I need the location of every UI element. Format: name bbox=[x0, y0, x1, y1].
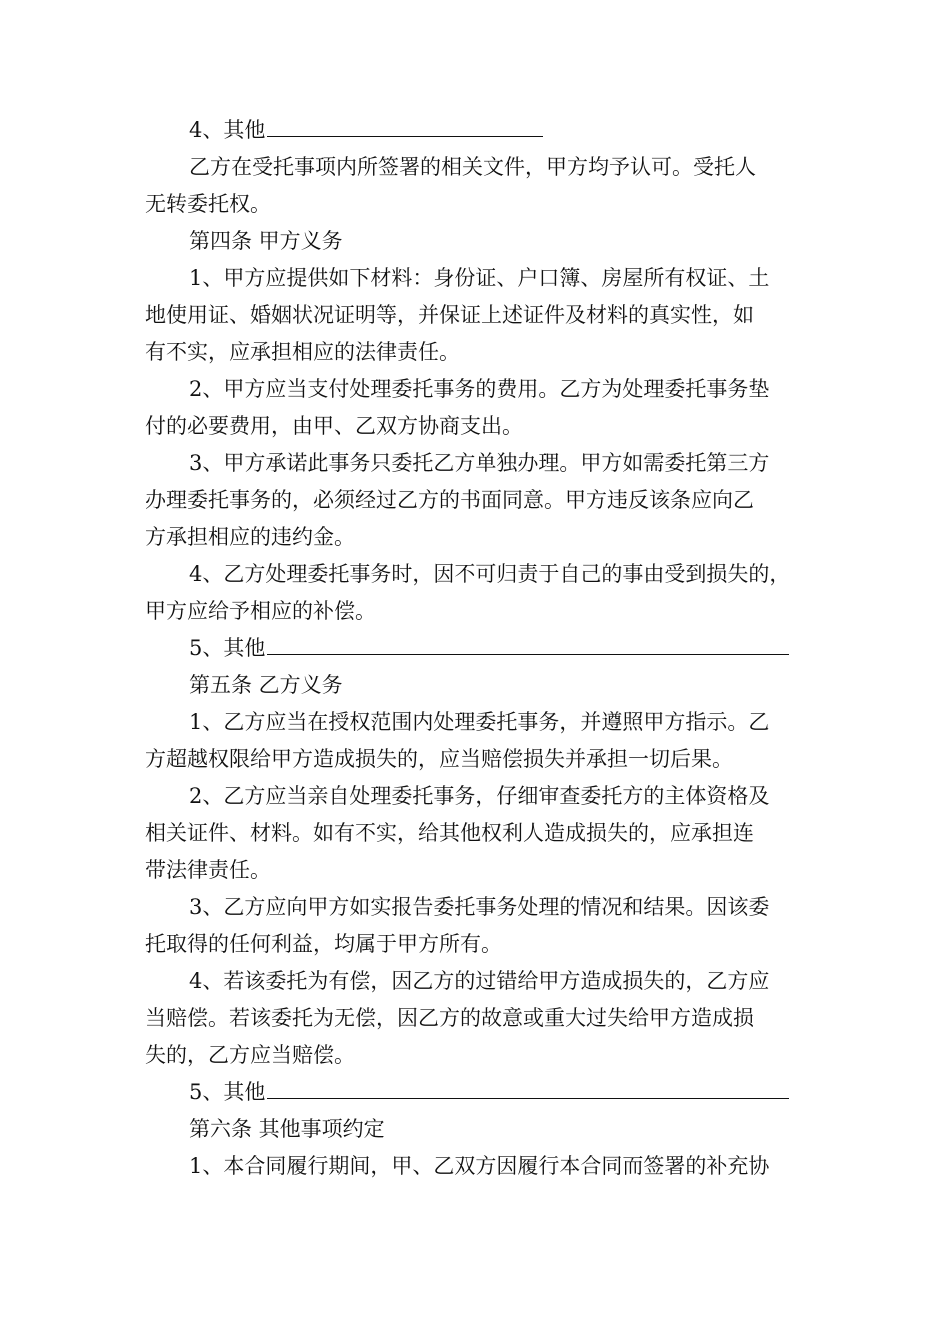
clause-line bbox=[145, 1148, 810, 1185]
clause-line bbox=[145, 889, 810, 926]
clause-text: 3、甲方承诺此事务只委托乙方单独办理。甲方如需委托第三方 bbox=[189, 451, 770, 475]
fill-in-blank bbox=[267, 113, 543, 137]
clause-line bbox=[145, 1000, 810, 1037]
clause-line bbox=[145, 482, 810, 519]
clause-text: 2、乙方应当亲自处理委托事务，仔细审查委托方的主体资格及 bbox=[189, 784, 770, 808]
fill-in-blank bbox=[267, 631, 789, 655]
clause-text: 办理委托事务的，必须经过乙方的书面同意。甲方违反该条应向乙 bbox=[145, 488, 754, 512]
heading-text: 第六条 其他事项约定 bbox=[189, 1117, 385, 1141]
clause-line bbox=[145, 260, 810, 297]
clause-line bbox=[145, 334, 810, 371]
clause-text: 乙方在受托事项内所签署的相关文件，甲方均予认可。受托人 bbox=[189, 155, 756, 179]
clause-text: 方承担相应的违约金。 bbox=[145, 525, 355, 549]
clause-text: 地使用证、婚姻状况证明等，并保证上述证件及材料的真实性，如 bbox=[145, 303, 754, 327]
clause-line bbox=[145, 704, 810, 741]
clause-line bbox=[145, 1074, 810, 1111]
clause-line bbox=[145, 149, 810, 186]
clause-text: 5、其他 bbox=[189, 1080, 266, 1104]
clause-line bbox=[145, 408, 810, 445]
clause-text: 付的必要费用，由甲、乙双方协商支出。 bbox=[145, 414, 523, 438]
article-heading bbox=[145, 223, 810, 260]
clause-text: 4、乙方处理委托事务时，因不可归责于自己的事由受到损失的， bbox=[189, 562, 791, 586]
clause-text: 1、乙方应当在授权范围内处理委托事务，并遵照甲方指示。乙 bbox=[189, 710, 770, 734]
clause-text: 托取得的任何利益，均属于甲方所有。 bbox=[145, 932, 502, 956]
clause-text: 无转委托权。 bbox=[145, 192, 271, 216]
clause-line bbox=[145, 926, 810, 963]
clause-line bbox=[145, 297, 810, 334]
article-heading bbox=[145, 1111, 810, 1148]
clause-line bbox=[145, 778, 810, 815]
clause-text: 当赔偿。若该委托为无偿，因乙方的故意或重大过失给甲方造成损 bbox=[145, 1006, 754, 1030]
clause-text: 相关证件、材料。如有不实，给其他权利人造成损失的，应承担连 bbox=[145, 821, 754, 845]
clause-text: 1、甲方应提供如下材料：身份证、户口簿、房屋所有权证、土 bbox=[189, 266, 770, 290]
clause-line bbox=[145, 445, 810, 482]
clause-text: 失的，乙方应当赔偿。 bbox=[145, 1043, 355, 1067]
clause-text: 1、本合同履行期间，甲、乙双方因履行本合同而签署的补充协 bbox=[189, 1154, 770, 1178]
clause-line bbox=[145, 186, 810, 223]
clause-line bbox=[145, 741, 810, 778]
heading-text: 第五条 乙方义务 bbox=[189, 673, 343, 697]
clause-line bbox=[145, 556, 810, 593]
clause-text: 4、其他 bbox=[189, 118, 266, 142]
clause-line bbox=[145, 519, 810, 556]
clause-line bbox=[145, 1037, 810, 1074]
clause-line bbox=[145, 112, 810, 149]
heading-text: 第四条 甲方义务 bbox=[189, 229, 343, 253]
clause-text: 2、甲方应当支付处理委托事务的费用。乙方为处理委托事务垫 bbox=[189, 377, 770, 401]
clause-line bbox=[145, 593, 810, 630]
clause-text: 有不实，应承担相应的法律责任。 bbox=[145, 340, 460, 364]
clause-text: 带法律责任。 bbox=[145, 858, 271, 882]
clause-line bbox=[145, 815, 810, 852]
article-heading bbox=[145, 667, 810, 704]
clause-text: 甲方应给予相应的补偿。 bbox=[145, 599, 376, 623]
clause-text: 5、其他 bbox=[189, 636, 266, 660]
clause-text: 方超越权限给甲方造成损失的，应当赔偿损失并承担一切后果。 bbox=[145, 747, 733, 771]
fill-in-blank bbox=[267, 1075, 789, 1099]
clause-line bbox=[145, 852, 810, 889]
clause-line bbox=[145, 963, 810, 1000]
clause-line bbox=[145, 371, 810, 408]
document-body bbox=[145, 112, 810, 1185]
clause-line bbox=[145, 630, 810, 667]
clause-text: 4、若该委托为有偿，因乙方的过错给甲方造成损失的，乙方应 bbox=[189, 969, 770, 993]
clause-text: 3、乙方应向甲方如实报告委托事务处理的情况和结果。因该委 bbox=[189, 895, 770, 919]
